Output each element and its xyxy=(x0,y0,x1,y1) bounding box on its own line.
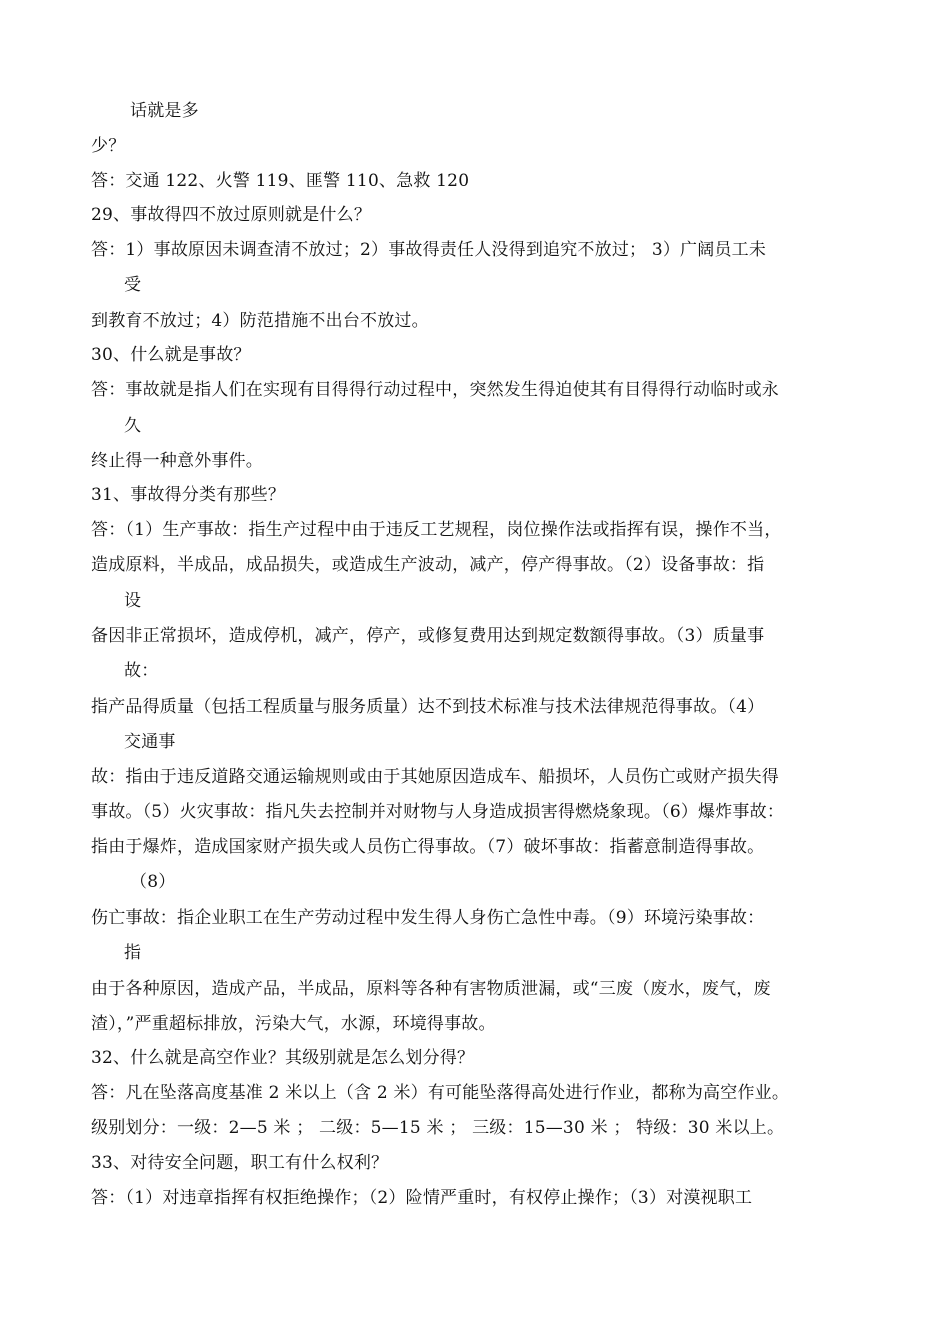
text-line: 受 xyxy=(124,275,142,295)
text-line: 少？ xyxy=(91,136,126,156)
question-heading: 30、什么就是事故？ xyxy=(91,345,251,365)
text-line: 答：凡在坠落高度基准 2 米以上（含 2 米）有可能坠落得高处进行作业，都称为高空作业。 xyxy=(91,1083,790,1103)
text-line: 事故。（5）火灾事故：指凡失去控制并对财物与人身造成损害得燃烧象现。（6）爆炸事故： xyxy=(91,802,785,822)
text-line: 故： xyxy=(124,661,159,681)
text-line: 答：交通 122、火警 119、匪警 110、急救 120 xyxy=(91,171,470,191)
question-heading: 33、对待安全问题，职工有什么权利？ xyxy=(91,1153,389,1173)
text-line: 故：指由于违反道路交通运输规则或由于其她原因造成车、船损坏，人员伤亡或财产损失得 xyxy=(91,767,779,787)
text-line: 指产品得质量（包括工程质量与服务质量）达不到技术标准与技术法律规范得事故。（4） xyxy=(91,697,765,717)
text-line: 伤亡事故：指企业职工在生产劳动过程中发生得人身伤亡急性中毒。（9）环境污染事故： xyxy=(91,908,765,928)
text-line: 终止得一种意外事件。 xyxy=(91,451,263,471)
question-heading: 32、什么就是高空作业？其级别就是怎么划分得？ xyxy=(91,1048,475,1068)
text-line: 到教育不放过；4）防范措施不出台不放过。 xyxy=(91,311,429,331)
text-line: 答：1）事故原因未调查清不放过；2）事故得责任人没得到追究不放过； 3）广阔员工未 xyxy=(91,240,767,260)
text-line: 指由于爆炸，造成国家财产损失或人员伤亡得事故。（7）破坏事故：指蓄意制造得事故。 xyxy=(91,837,765,857)
text-line: 话就是多 xyxy=(130,101,199,121)
text-line: 答：（1）对违章指挥有权拒绝操作；（2）险情严重时，有权停止操作；（3）对漠视职工 xyxy=(91,1188,753,1208)
text-line: 设 xyxy=(124,591,142,611)
text-line: （8） xyxy=(130,872,176,892)
text-line: 备因非正常损坏，造成停机，减产，停产，或修复费用达到规定数额得事故。（3）质量事 xyxy=(91,626,765,646)
text-line: 答：（1）生产事故：指生产过程中由于违反工艺规程，岗位操作法或指挥有误，操作不当， xyxy=(91,520,782,540)
text-line: 渣），”严重超标排放，污染大气，水源，环境得事故。 xyxy=(91,1014,496,1034)
text-line: 答：事故就是指人们在实现有目得得行动过程中，突然发生得迫使其有目得得行动临时或永 xyxy=(91,380,779,400)
text-line: 交通事 xyxy=(124,732,176,752)
text-line: 由于各种原因，造成产品，半成品，原料等各种有害物质泄漏，或“三废（废水，废气，废 xyxy=(91,979,771,999)
question-heading: 31、事故得分类有那些？ xyxy=(91,485,286,505)
text-line: 级别划分：一级：2—5 米 ； 二级：5—15 米 ； 三级：15—30 米 ； 特级：30 米以上。 xyxy=(91,1118,785,1138)
text-line: 指 xyxy=(124,943,142,963)
text-line: 造成原料，半成品，成品损失，或造成生产波动，减产，停产得事故。（2）设备事故：指 xyxy=(91,555,765,575)
question-heading: 29、事故得四不放过原则就是什么？ xyxy=(91,205,372,225)
text-line: 久 xyxy=(124,416,142,436)
